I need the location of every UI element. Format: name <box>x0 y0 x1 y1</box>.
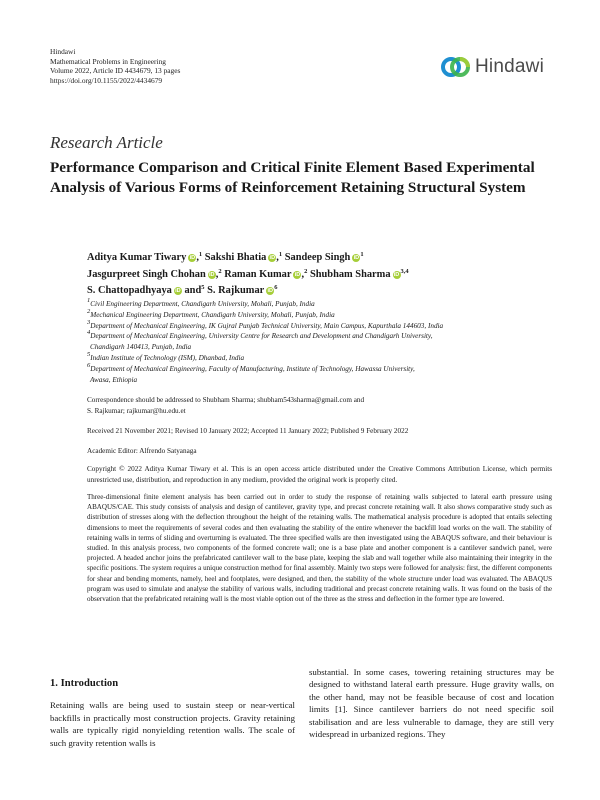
intro-paragraph-left: Retaining walls are being used to sustain steep or near-vertical backfills in practically most construction projects. Gravity retaining walls are typically rigid nonyielding retention walls. The scale of such gravity retention walls is <box>50 700 295 748</box>
doi-link[interactable]: https://doi.org/10.1155/2022/4434679 <box>50 75 163 85</box>
journal-header <box>50 47 180 85</box>
affiliation-text-cont: Awasa, Ethiopia <box>90 375 138 384</box>
orcid-icon[interactable]: iD <box>267 288 274 294</box>
publication-dates: Received 21 November 2021; Revised 10 January 2022; Accepted 11 January 2022; Published 9 February 2022 <box>87 427 409 435</box>
correspondence <box>87 395 552 417</box>
copyright-notice: Copyright © 2022 Aditya Kumar Tiwary et al. This is an open access article distributed under the Creative Commons Attribution License, which permits unrestricted use, distribution, and reproduction in any medium, provided the original work is properly cited. <box>87 465 552 484</box>
affiliation-item <box>87 331 552 353</box>
orcid-icon[interactable]: iD <box>269 255 276 261</box>
author[interactable]: Jasgurpreet Singh Chohan <box>87 268 206 280</box>
author-separator: , <box>276 252 279 263</box>
orcid-icon[interactable]: iD <box>189 255 196 261</box>
author-list <box>87 250 547 300</box>
correspondence-line-1: Correspondence should be addressed to Shubham Sharma; shubham543sharma@gmail.com and <box>87 396 365 404</box>
author-affiliation-number: 1 <box>360 251 364 258</box>
affiliation-number: 3 <box>87 318 91 326</box>
orcid-icon[interactable]: iD <box>294 271 301 278</box>
hindawi-logo[interactable] <box>441 52 553 82</box>
author[interactable]: S. Rajkumar <box>207 285 265 296</box>
author[interactable]: Sakshi Bhatia <box>204 252 267 263</box>
affiliation-text: Department of Mechanical Engineering, Faculty of Manufacturing, Institute of Technology, Hawassa University, <box>90 364 415 373</box>
author-affiliation-number: 5 <box>201 284 205 291</box>
affiliation-number: 2 <box>87 307 91 315</box>
body-column-right <box>309 666 554 740</box>
intro-paragraph-right: substantial. In some cases, towering retaining structures may be designed to withstand lateral earth pressure. Huge gravity walls, on the other hand, may not be feasible because of cost and location limits [1]. Since cantilever barriers do not need specific soil stabilisation and are less vulnerable to damage, they are still very widespread in urbanized regions. They <box>309 667 554 740</box>
orcid-icon[interactable]: iD <box>353 255 360 261</box>
abstract: Three-dimensional finite element analysis has been carried out in order to study the response of retaining walls subjected to lateral earth pressure using ABAQUS/CAE. This study consists of analysis and design of cantilever, gravity type, and precast concrete retaining wall. It also shows comparative study such as distribution of stresses along with the deflection throughout the height of the retaining walls. The mathematical analysis procedure is adopted that entails selecting dimensions to meet the requirements of several codes and then evaluating the stability of the entire whenever the backfill load works on the wall. The stability of retaining walls in terms of sliding and overturning is evaluated. The three specified walls are then investigated using the ABAQUS software, and their behaviour is studied. In this analysis process, two components of the formed concrete wall; one is a base plate and another component is a cantilever sandwich panel, were projected. A headed anchor joins the prefabricated cantilever wall to the base plate, keeping the slab and wall together while also maintaining their integrity in the specific positions. The system requires a unique construction method for final assembly. Mainly two steps were followed for analysis: first, the different components for shear and bending moments, namely, heel and footplates, were designed, and then, the stability of the whole structure under load was evaluated. The ABAQUS program was used to simulate and analyse the stability of various walls, including traditional and precast concrete retaining walls. It was found on the basis of the observation that the prefabricated retaining wall is the most viable option out of the three as the stress and deflection in the former type are lowered. <box>87 493 552 604</box>
author-separator: , <box>196 252 199 263</box>
author[interactable]: Aditya Kumar Tiwary <box>87 252 187 263</box>
section-heading: 1. Introduction <box>50 678 119 689</box>
author[interactable]: Shubham Sharma <box>309 268 391 280</box>
author-separator: and <box>181 285 202 296</box>
affiliation-number: 5 <box>87 350 91 358</box>
paper-title: Performance Comparison and Critical Finite Element Based Experimental Analysis of Various Forms of Reinforcement Retaining Structural System <box>50 159 535 196</box>
publisher-name: Hindawi <box>50 47 76 56</box>
orcid-icon[interactable]: iD <box>209 271 215 278</box>
academic-editor: Academic Editor: Alfrendo Satyanaga <box>87 447 197 455</box>
orcid-icon[interactable]: iD <box>175 288 181 294</box>
author-affiliation-number: 2 <box>304 267 308 275</box>
affiliation-number: 1 <box>87 297 91 304</box>
affiliation-text: Department of Mechanical Engineering, University Centre for Research and Development and Chandigarh University, <box>90 332 433 341</box>
affiliation-text: Indian Institute of Technology (ISM), Dhanbad, India <box>90 353 245 362</box>
logo-wordmark: Hindawi <box>475 56 544 77</box>
author-affiliation-number: 1 <box>278 251 283 258</box>
author-separator: , <box>215 268 219 280</box>
article-type: Research Article <box>50 133 163 152</box>
author-affiliation-number: 1 <box>198 251 203 258</box>
author-affiliation-number: 6 <box>274 284 278 291</box>
author[interactable]: Raman Kumar <box>224 268 292 280</box>
hindawi-logo-icon <box>441 54 471 80</box>
affiliation-text: Civil Engineering Department, Chandigarh University, Mohali, Punjab, India <box>90 300 315 308</box>
affiliation-text: Department of Mechanical Engineering, IK Gujral Punjab Technical University, Main Campus, Kapurthala 144603, India <box>90 321 444 330</box>
affiliation-item <box>87 318 552 332</box>
affiliation-item <box>87 350 552 364</box>
affiliation-item <box>87 361 552 386</box>
author[interactable]: Sandeep Singh <box>284 252 351 263</box>
affiliation-number: 4 <box>87 329 91 337</box>
author-affiliation-number: 2 <box>218 267 222 275</box>
body-column-left <box>50 678 295 749</box>
affiliation-number: 6 <box>87 361 91 369</box>
affiliation-text-cont: Chandigarh 140413, Punjab, India <box>90 343 192 352</box>
affiliations <box>87 299 552 385</box>
volume-info: Volume 2022, Article ID 4434679, 13 pages <box>50 66 181 76</box>
journal-name: Mathematical Problems in Engineering <box>50 56 166 66</box>
affiliation-item <box>87 299 552 310</box>
affiliation-item <box>87 307 552 321</box>
orcid-icon[interactable]: iD <box>393 271 400 278</box>
affiliation-text: Mechanical Engineering Department, Chandigarh University, Mohali, Punjab, India <box>90 310 335 319</box>
author-affiliation-number: 3,4 <box>400 267 409 275</box>
author-separator: , <box>301 268 305 280</box>
correspondence-line-2: S. Rajkumar; rajkumar@hu.edu.et <box>87 406 186 415</box>
author[interactable]: S. Chattopadhyaya <box>87 285 172 296</box>
